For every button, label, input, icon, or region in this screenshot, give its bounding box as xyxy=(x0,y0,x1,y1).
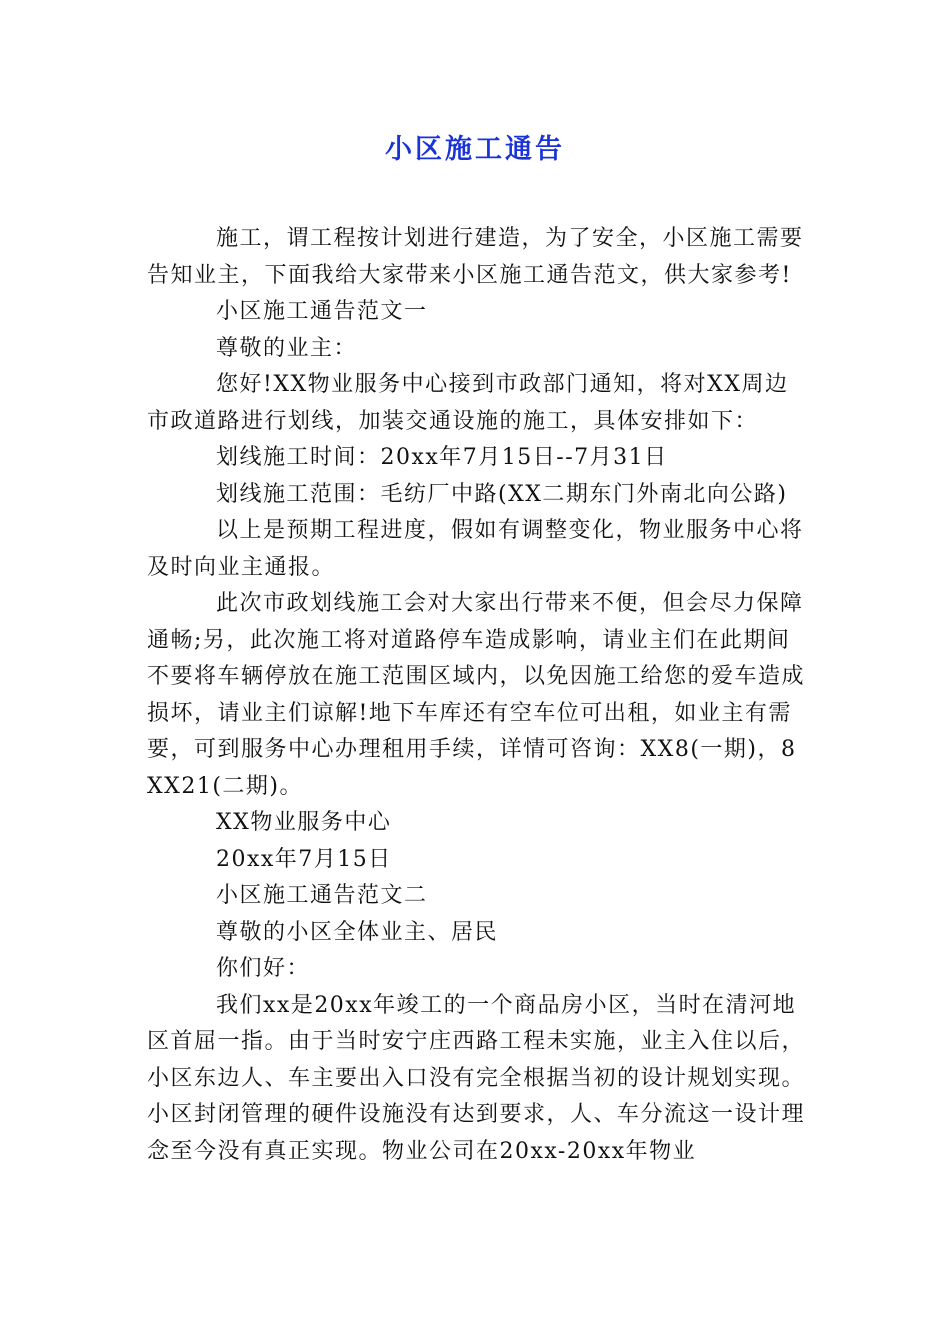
inconvenience-paragraph: 此次市政划线施工会对大家出行带来不便，但会尽力保障通畅;另，此次施工将对道路停车造成影响，请业主们在此期间不要将车辆停放在施工范围区域内，以免因施工给您的爱车造成损坏，请业主们谅解!地下车库还有空车位可出租，如业主有需要，可到服务中心办理租用手续，详情可咨询：XX8(一期)，8XX21(二期)。 xyxy=(147,591,806,799)
document-title: 小区施工通告 xyxy=(385,134,565,165)
notice-paragraph: 您好!XX物业服务中心接到市政部门通知，将对XX周边市政道路进行划线，加装交通设施的施工，具体安排如下： xyxy=(147,372,789,434)
signature-org: XX物业服务中心 xyxy=(216,810,392,835)
construction-time: 划线施工时间：20xx年7月15日--7月31日 xyxy=(216,445,668,470)
sample-one-heading: 小区施工通告范文一 xyxy=(216,299,428,324)
salutation-one: 尊敬的业主： xyxy=(216,335,358,361)
progress-paragraph: 以上是预期工程进度，假如有调整变化，物业服务中心将及时向业主通报。 xyxy=(147,518,804,580)
construction-scope: 划线施工范围：毛纺厂中路(XX二期东门外南北向公路) xyxy=(216,481,788,507)
intro-paragraph: 施工，谓工程按计划进行建造，为了安全，小区施工需要告知业主，下面我给大家带来小区施工通告范文，供大家参考! xyxy=(147,226,804,288)
greeting-two: 你们好： xyxy=(216,956,311,981)
history-paragraph: 我们xx是20xx年竣工的一个商品房小区，当时在清河地区首屈一指。由于当时安宁庄西路工程未实施，业主入住以后，小区东边人、车主要出入口没有完全根据当初的设计规划实现。小区封闭管理的硬件设施没有达到要求，人、车分流这一设计理念至今没有真正实现。物业公司在20xx-20xx年物业 xyxy=(147,992,806,1164)
sample-two-heading: 小区施工通告范文二 xyxy=(216,883,428,908)
document-body xyxy=(147,221,807,1170)
salutation-two: 尊敬的小区全体业主、居民 xyxy=(216,919,499,945)
signature-date: 20xx年7月15日 xyxy=(216,846,392,872)
